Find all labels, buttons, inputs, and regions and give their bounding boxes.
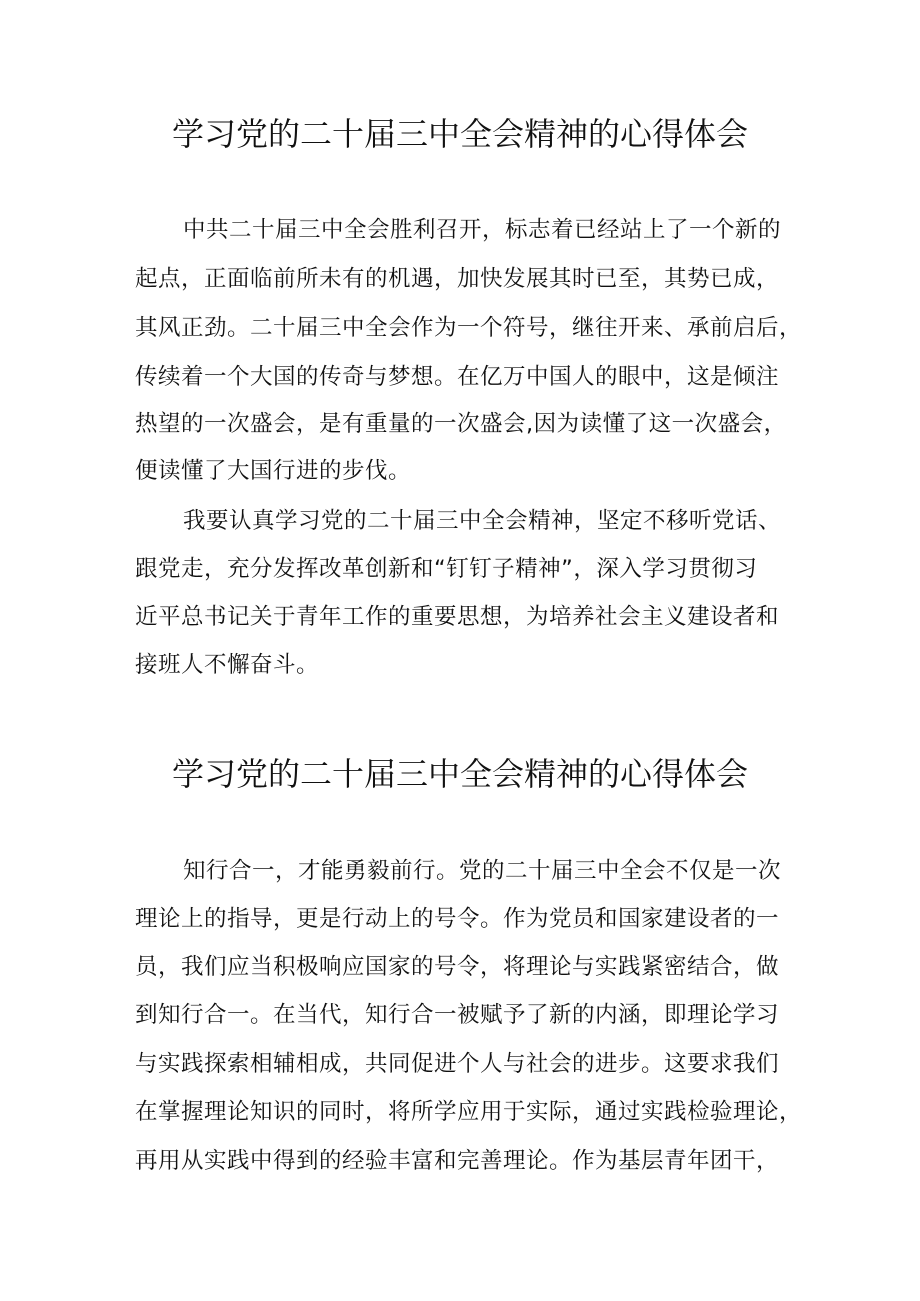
text-line: 员，我们应当积极响应国家的号令，将理论与实践紧密结合，做 [135,954,780,980]
section-title: 学习党的二十届三中全会精神的心得体会 [171,755,748,793]
text-line: 近平总书记关于青年工作的重要思想，为培养社会主义建设者和 [135,604,780,630]
text-line: 中共二十届三中全会胜利召开，标志着已经站上了一个新的 [183,217,782,243]
text-line: 其风正劲。二十届三中全会作为一个符号，继往开来、承前启后， [135,315,803,341]
text-line: 我要认真学习党的二十届三中全会精神，坚定不移听党话、 [183,508,782,534]
text-line: 传续着一个大国的传奇与梦想。在亿万中国人的眼中，这是倾注 [135,364,780,390]
text-line: 到知行合一。在当代，知行合一被赋予了新的内涵，即理论学习 [135,1002,780,1028]
text-line: 便读懂了大国行进的步伐。 [135,458,412,484]
text-line: 起点，正面临前所未有的机遇，加快发展其时已至，其势已成， [135,266,780,292]
text-line: 热望的一次盛会，是有重量的一次盛会,因为读懂了这一次盛会， [135,411,787,437]
text-line: 接班人不懈奋斗。 [135,652,320,678]
section-title: 学习党的二十届三中全会精神的心得体会 [171,115,748,153]
text-line: 在掌握理论知识的同时，将所学应用于实际，通过实践检验理论， [135,1099,803,1125]
text-line: 跟党走，充分发挥改革创新和“钉钉子精神”，深入学习贯彻习 [135,556,758,582]
text-line: 再用从实践中得到的经验丰富和完善理论。作为基层青年团干， [135,1148,780,1174]
text-line: 与实践探索相辅相成，共同促进个人与社会的进步。这要求我们 [135,1051,780,1077]
text-line: 理论上的指导，更是行动上的号令。作为党员和国家建设者的一 [135,906,780,932]
text-line: 知行合一，才能勇毅前行。党的二十届三中全会不仅是一次 [183,858,782,884]
